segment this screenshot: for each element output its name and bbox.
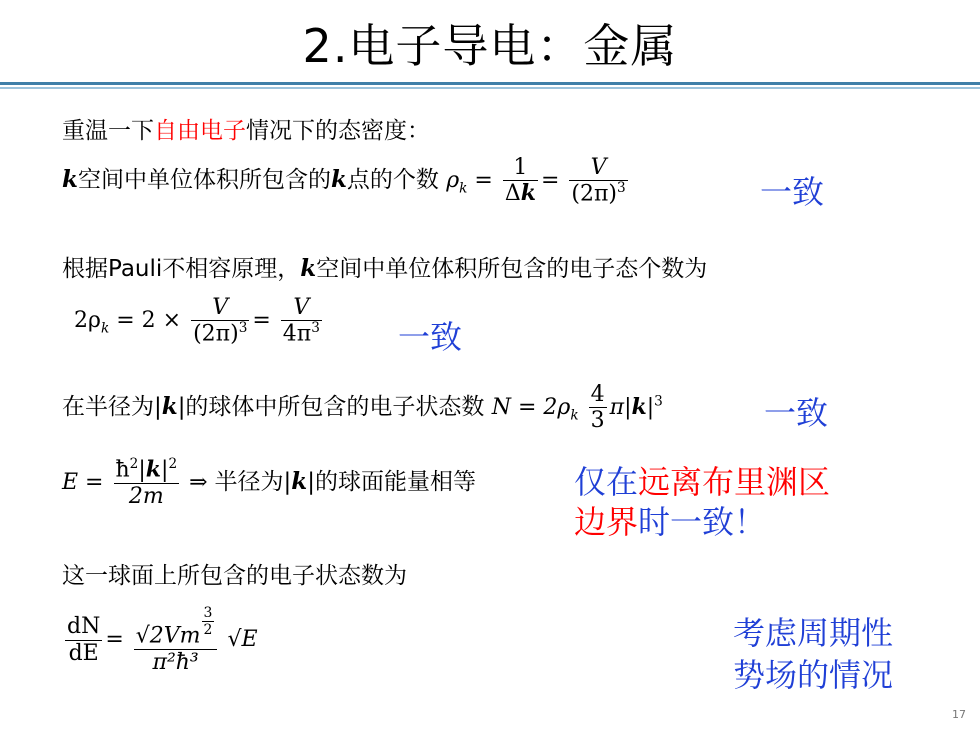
sphere-count-line	[62, 382, 663, 434]
N-formula: $N = 2\rho_k$ $\frac{4}{3}$ $\pi|k|^3$	[491, 382, 663, 434]
sphere-text-2: |的球体中所包含的电子状态数	[177, 393, 485, 420]
k-symbol: k	[161, 392, 178, 420]
E-formula: E = $\frac{ħ^2|k|^2}{2m}$ ⇒	[62, 456, 208, 509]
consistent-label-2: 一致	[398, 318, 463, 356]
sphere-text: 在半径为|	[62, 393, 162, 420]
energy-line	[62, 457, 476, 509]
rho-k-formula: $\rho_k$ = $\frac{1}{\Delta k}$ = $\frac{V}{(2\pi)^3}$	[446, 155, 626, 207]
consistent-label-3: 一致	[764, 394, 829, 432]
k-symbol: k	[62, 165, 78, 193]
intro-text-2: 情况下的态密度：	[246, 118, 430, 144]
pauli-line	[62, 250, 707, 283]
free-electron-text: 自由电子	[154, 118, 246, 144]
dNdE-formula: $\frac{dN}{dE}$ = √2Vm $\frac{3}{2}$ π²ħ³ √E	[67, 605, 258, 675]
consistent-label-1: 一致	[760, 173, 825, 211]
two-rho-formula: $2\rho_k = 2$ × $\frac{V}{(2\pi)^3}$ = $\frac{V}{4\pi^3}$	[74, 295, 320, 347]
pauli-text: 根据Pauli不相容原理，	[62, 256, 301, 282]
brillouin-note: 仅在远离布里渊区 边界时一致！	[574, 463, 831, 541]
k-symbol: k	[330, 165, 347, 193]
energy-text-2: |的球面能量相等	[307, 468, 476, 495]
surface-count-line: 这一球面上所包含的电子状态数为	[62, 563, 407, 589]
k-symbol: k	[300, 255, 317, 282]
k-space-text: 空间中单位体积所包含的	[77, 166, 331, 193]
intro-text: 重温一下	[62, 118, 154, 144]
page-number: 17	[952, 708, 966, 721]
k-space-density-line	[62, 155, 631, 207]
intro-line	[62, 112, 430, 145]
energy-text: 半径为|	[214, 468, 292, 495]
k-symbol: k	[291, 467, 308, 495]
pauli-text-2: 空间中单位体积所包含的电子态个数为	[316, 256, 708, 282]
k-points-text: 点的个数	[346, 166, 439, 193]
header-divider	[0, 80, 980, 94]
page-title: 2.电子导电：金属	[302, 19, 678, 73]
periodic-potential-note: 考虑周期性 势场的情况	[733, 614, 894, 694]
